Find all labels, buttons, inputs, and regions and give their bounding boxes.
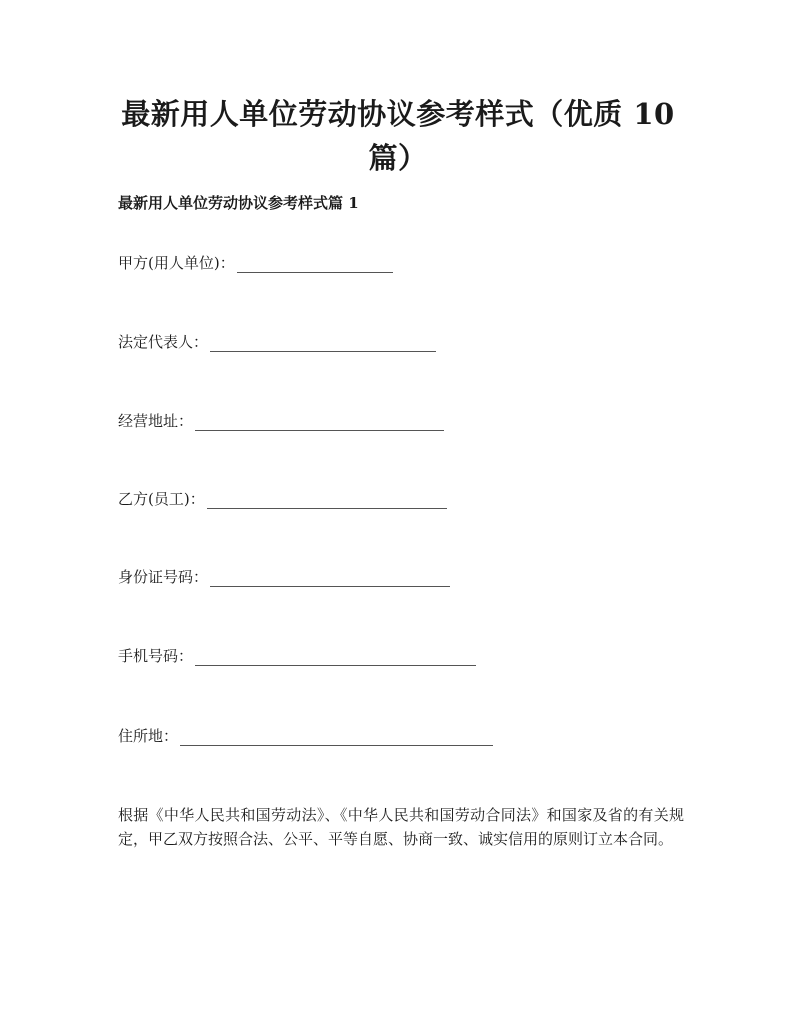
field-label: 手机号码： — [118, 647, 194, 665]
field-id-number — [118, 567, 450, 587]
fill-in-blank[interactable] — [195, 651, 476, 666]
field-label: 法定代表人： — [118, 333, 209, 351]
fill-in-blank[interactable] — [210, 572, 450, 587]
title-line-1: 最新用人单位劳动协议参考样式（优质 10 — [121, 97, 675, 131]
field-label: 甲方(用人单位)： — [118, 254, 235, 272]
field-business-address — [118, 411, 444, 431]
fill-in-blank[interactable] — [195, 416, 444, 431]
field-party-a — [118, 253, 393, 273]
field-label: 住所地： — [118, 727, 179, 745]
fill-in-blank[interactable] — [180, 731, 493, 746]
fill-in-blank[interactable] — [210, 337, 436, 352]
field-party-b — [118, 489, 447, 509]
title-line-2: 篇） — [368, 141, 428, 175]
document-title — [110, 92, 686, 180]
field-label: 乙方(员工)： — [118, 490, 205, 508]
field-label: 身份证号码： — [118, 568, 209, 586]
field-label: 经营地址： — [118, 412, 194, 430]
fill-in-blank[interactable] — [207, 494, 447, 509]
field-legal-representative — [118, 332, 436, 352]
fill-in-blank[interactable] — [237, 258, 393, 273]
intro-paragraph: 根据《中华人民共和国劳动法》、《中华人民共和国劳动合同法》和国家及省的有关规定，甲乙双方按照合法、公平、平等自愿、协商一致、诚实信用的原则订立本合同。 — [118, 806, 684, 848]
field-mobile-number — [118, 646, 476, 666]
section-heading: 最新用人单位劳动协议参考样式篇 1 — [118, 194, 359, 212]
field-residence — [118, 726, 493, 746]
